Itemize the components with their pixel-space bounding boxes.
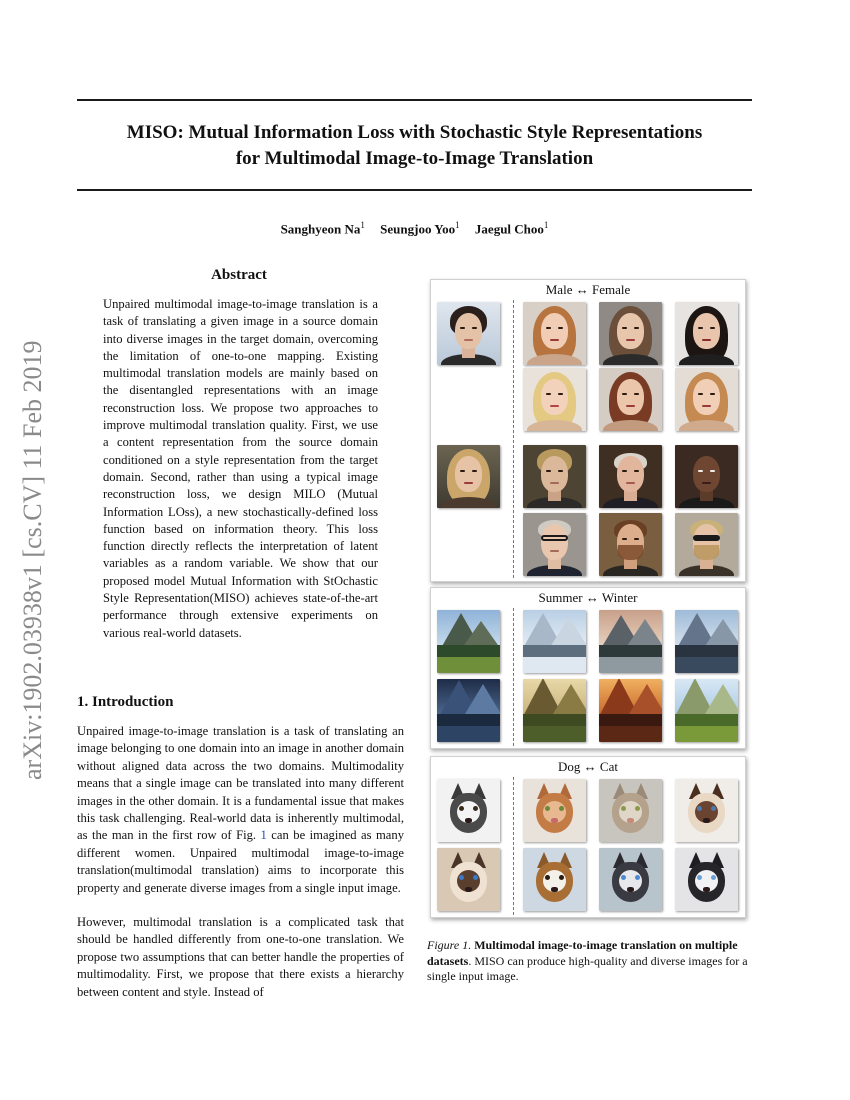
author-name: Jaegul Choo <box>474 221 544 237</box>
output-image-female <box>523 302 586 365</box>
paper-title <box>77 120 752 172</box>
panel-label: Dog ↔ Cat <box>558 759 618 774</box>
output-image-female <box>599 368 662 431</box>
title-line-1: MISO: Mutual Information Loss with Stochastic Style Representations <box>126 122 703 143</box>
title-line-2: for Multimodal Image-to-Image Translation <box>235 148 594 169</box>
introduction-heading: 1. Introduction <box>77 694 174 710</box>
figure-panel-dog-cat <box>430 756 746 918</box>
arxiv-identifier-stamp: arXiv:1902.03938v1 [cs.CV] 11 Feb 2019 <box>18 340 47 780</box>
output-image-cat <box>599 779 662 842</box>
caption-title: Multimodal image-to-image translation on multiple datasets <box>427 938 738 968</box>
author-name: Sanghyeon Na <box>280 221 361 237</box>
input-image-dog <box>437 779 500 842</box>
figure-panel-male-female <box>430 279 746 582</box>
output-image-summer <box>523 679 586 742</box>
output-image-male <box>675 513 738 576</box>
author-affiliation: 1 <box>455 220 460 230</box>
output-image-cat <box>523 779 586 842</box>
output-image-dog <box>523 848 586 911</box>
output-image-cat <box>675 779 738 842</box>
output-image-male <box>523 513 586 576</box>
abstract-heading: Abstract <box>211 267 267 283</box>
input-image-male <box>437 302 500 365</box>
author-name: Seungjoo Yoo <box>380 221 456 237</box>
input-image-summer <box>437 610 500 673</box>
abstract-body: Unpaired multimodal image-to-image translation is a task of translating a given image in a source domain into diverse images in the target domain, overcoming the limitation of one-to-one mapping. Existing multimodal translation models are mainly based on the disentangled representations with an image reconstruction loss. We propose two approaches to improve multimodal translation quality. First, we use a content representation from the source domain conditioned on a style representation from the target domain. Second, rather than using a typical image reconstruction loss, we design MILO (Mutual Information LOss), a new stochastically-defined loss function based on information theory. This loss function directly reflects the interpretation of latent variables as a random variable. We show that our proposed model Mutual Information with StOchastic Style Representation(MISO) achieves state-of-the-art performance through extensive experiments on various real-world datasets. <box>103 297 378 640</box>
author-affiliation: 1 <box>543 220 549 230</box>
introduction-paragraph-2: However, multimodal translation is a complicated task that should be handled differently from one-to-one translation. We propose two assumptions that can better handle the properties of multimodality. First, we propose that there exists a hierarchy between content and style. Instead of <box>77 915 404 999</box>
output-image-winter <box>675 610 738 673</box>
input-image-female <box>437 445 500 508</box>
title-rule-bottom <box>77 189 752 191</box>
title-rule-top <box>77 99 752 101</box>
output-image-dog <box>675 848 738 911</box>
output-image-summer <box>675 679 738 742</box>
figure-reference-link[interactable]: 1 <box>260 828 267 843</box>
output-image-male <box>675 445 738 508</box>
output-image-female <box>675 302 738 365</box>
caption-text: . MISO can produce high-quality and diverse images for a single input image. <box>427 953 748 983</box>
output-image-male <box>599 445 662 508</box>
author-affiliation: 1 <box>360 220 365 230</box>
input-output-divider <box>513 300 514 578</box>
output-image-female <box>599 302 662 365</box>
introduction-paragraph-1: Unpaired image-to-image translation is a task of translating an image belonging to one domain into an image in another domain without aligned data across the two domains. Multimodality means that a single image can be translated into many different images in the other domain. It is a fundamental issue that makes this task challenging. Real-world data is inherently multimodal, as the man in the first row of Fig. 1 can be imagined as many different women. Unpaired multimodal image-to-image translation(multimodal translation) aims to incorporate this property and generate diverse images from a single input image. <box>77 724 404 895</box>
author-list <box>77 220 752 237</box>
output-image-female <box>675 368 738 431</box>
output-image-winter <box>523 610 586 673</box>
input-image-winter <box>437 679 500 742</box>
panel-label: Male ↔ Female <box>545 282 631 297</box>
input-output-divider <box>513 608 514 746</box>
output-image-summer <box>599 679 662 742</box>
output-image-male <box>523 445 586 508</box>
output-image-winter <box>599 610 662 673</box>
output-image-dog <box>599 848 662 911</box>
input-image-cat <box>437 848 500 911</box>
output-image-male <box>599 513 662 576</box>
panel-label: Summer ↔ Winter <box>538 590 638 605</box>
output-image-female <box>523 368 586 431</box>
figure-caption <box>427 938 754 985</box>
input-output-divider <box>513 777 514 915</box>
figure-label: Figure 1. <box>427 938 472 952</box>
figure-panel-summer-winter <box>430 587 746 749</box>
